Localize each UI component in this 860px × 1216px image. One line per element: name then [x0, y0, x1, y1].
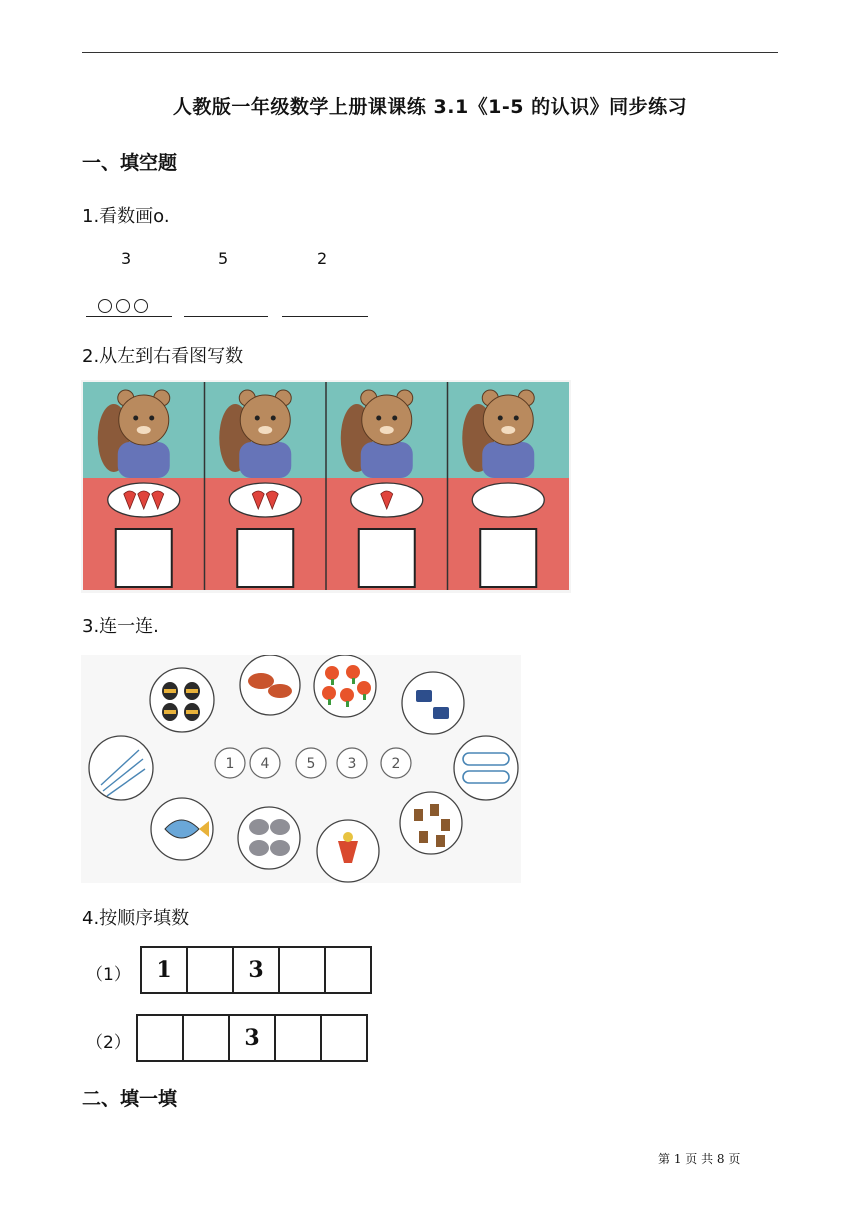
circle-icon	[116, 299, 130, 313]
answer-box	[480, 529, 536, 587]
squirrel-muzzle	[137, 426, 151, 434]
plate-clips	[454, 736, 518, 800]
squirrel-head	[119, 395, 169, 445]
question-2-label: 2.从左到右看图写数	[82, 346, 244, 367]
squirrel-eye	[498, 416, 503, 421]
squirrel-eye	[255, 416, 260, 421]
number-box[interactable]	[188, 948, 234, 992]
plate-hairpins	[89, 736, 153, 800]
plate-elephants	[238, 807, 300, 869]
q1-answer-blank-3[interactable]	[282, 296, 368, 317]
squirrel-body	[118, 442, 170, 478]
number-box[interactable]	[138, 1016, 184, 1060]
squirrel-head	[483, 395, 533, 445]
answer-box	[359, 529, 415, 587]
number-box[interactable]: 3	[234, 948, 280, 992]
number-box[interactable]	[326, 948, 370, 992]
number-box[interactable]: 3	[230, 1016, 276, 1060]
q1-answer-blank-2[interactable]	[184, 296, 268, 317]
answer-box	[237, 529, 293, 587]
circle-icon	[98, 299, 112, 313]
squirrel-body	[482, 442, 534, 478]
plate-bees	[150, 668, 214, 732]
plate	[472, 483, 544, 517]
number-circle-label: 3	[347, 756, 357, 772]
squirrel-eye	[392, 416, 397, 421]
section-heading-2: 二、填一填	[82, 1088, 178, 1110]
circle-icon	[134, 299, 148, 313]
squirrel-muzzle	[501, 426, 515, 434]
q1-answer-blank-1[interactable]	[86, 296, 172, 317]
q1-number-3: 2	[317, 249, 328, 268]
number-box[interactable]: 1	[142, 948, 188, 992]
question-4-label: 4.按顺序填数	[82, 908, 190, 929]
squirrel-eye	[514, 416, 519, 421]
section-heading-1: 一、填空题	[82, 152, 178, 174]
number-box[interactable]	[280, 948, 326, 992]
number-box[interactable]	[276, 1016, 322, 1060]
q4-row-1-label: （1）	[86, 965, 131, 985]
squirrel-strawberry-picture	[81, 380, 571, 593]
squirrel-eye	[271, 416, 276, 421]
page-title: 人教版一年级数学上册课课练 3.1《1-5 的认识》同步练习	[172, 96, 688, 118]
number-circle-label: 5	[306, 756, 316, 772]
q4-row-2-label: （2）	[86, 1033, 131, 1053]
squirrel-head	[362, 395, 412, 445]
drawn-circles	[96, 298, 150, 317]
plate	[229, 483, 301, 517]
squirrel-muzzle	[258, 426, 272, 434]
q1-number-1: 3	[121, 249, 132, 268]
squirrel-eye	[149, 416, 154, 421]
squirrel-eye	[133, 416, 138, 421]
question-1-label: 1.看数画o.	[82, 206, 170, 227]
q1-number-2: 5	[218, 249, 229, 268]
plate-shirts	[402, 672, 464, 734]
squirrel-muzzle	[380, 426, 394, 434]
number-box[interactable]	[322, 1016, 366, 1060]
number-box[interactable]	[184, 1016, 230, 1060]
plate-cups	[400, 792, 462, 854]
matching-picture	[81, 655, 521, 883]
q4-row-1-boxes	[140, 946, 372, 994]
header-rule	[82, 52, 778, 53]
squirrel-body	[239, 442, 291, 478]
number-circle-label: 2	[391, 756, 401, 772]
squirrel-head	[240, 395, 290, 445]
page-footer: 第 1 页 共 8 页	[658, 1152, 741, 1166]
q4-row-2-boxes	[136, 1014, 368, 1062]
number-circle-label: 1	[225, 756, 235, 772]
answer-box	[116, 529, 172, 587]
squirrel-body	[361, 442, 413, 478]
squirrel-eye	[376, 416, 381, 421]
question-3-label: 3.连一连.	[82, 616, 159, 637]
number-circle-label: 4	[260, 756, 270, 772]
